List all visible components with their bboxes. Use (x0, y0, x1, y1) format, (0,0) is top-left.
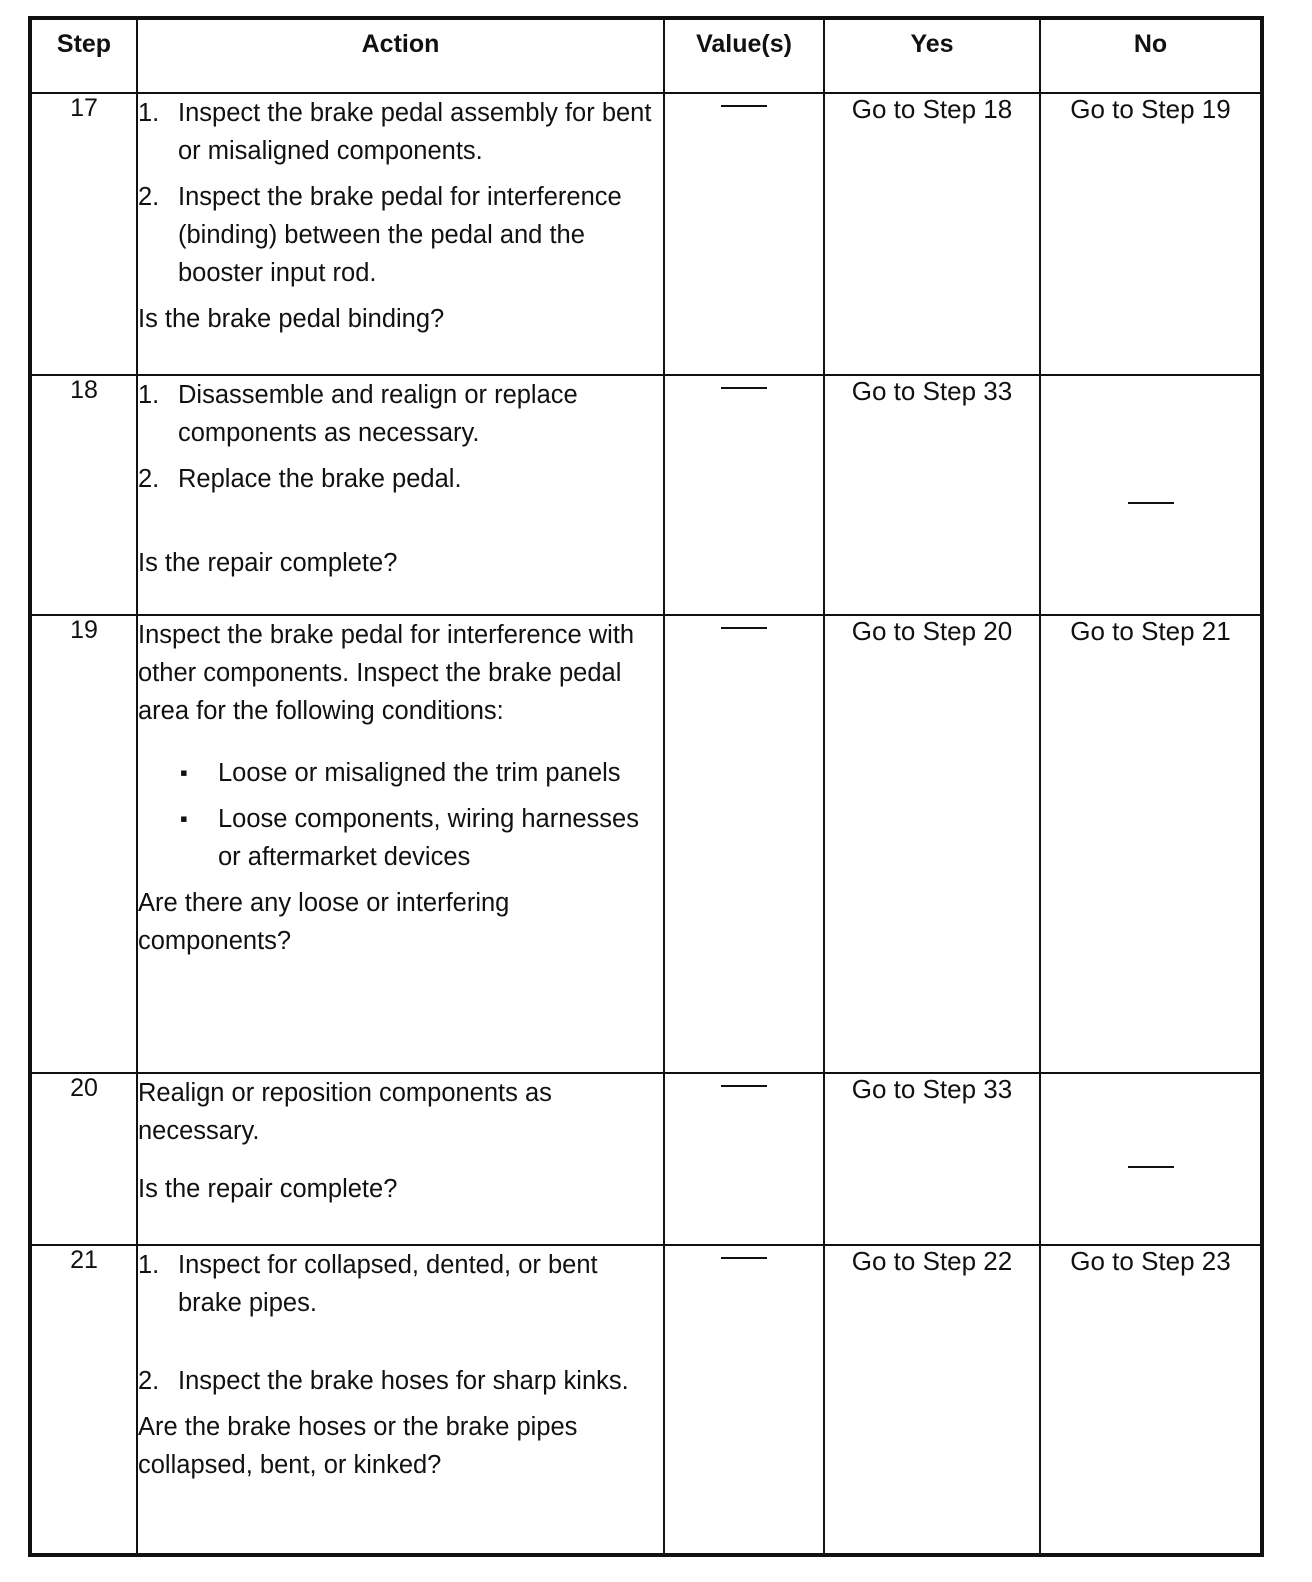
numbered-item: 2. Replace the brake pedal. (138, 465, 462, 493)
table-row (30, 1245, 1262, 1555)
empty-value-dash (721, 105, 767, 107)
diagnostic-table (28, 16, 1264, 1557)
table-row (30, 375, 1262, 615)
list-item: ▪ Loose components, wiring harnesses or aftermarket devices (180, 805, 639, 871)
no-cell: Go to Step 21 (1040, 615, 1262, 1073)
empty-value-dash (721, 387, 767, 389)
step-number: 19 (30, 615, 137, 1073)
no-cell (1040, 1073, 1262, 1245)
empty-value-dash (721, 1085, 767, 1087)
empty-value-dash (721, 627, 767, 629)
empty-value-dash (721, 1257, 767, 1259)
no-cell: Go to Step 19 (1040, 93, 1262, 375)
question-text: Are the brake hoses or the brake pipes collapsed, bent, or kinked? (138, 1413, 578, 1479)
intro-text: Realign or reposition components as necessary. (138, 1079, 552, 1145)
step-number: 17 (30, 93, 137, 375)
numbered-item: 2. Inspect the brake hoses for sharp kinks. (138, 1367, 629, 1395)
header-row (30, 18, 1262, 93)
action-cell (137, 375, 664, 615)
step-number: 21 (30, 1245, 137, 1555)
empty-value-dash (1128, 1166, 1174, 1168)
numbered-item: 1. Inspect for collapsed, dented, or bent brake pipes. (138, 1251, 598, 1317)
header-yes: Yes (824, 18, 1040, 93)
empty-value-dash (1128, 502, 1174, 504)
yes-cell: Go to Step 22 (824, 1245, 1040, 1555)
question-text: Are there any loose or interfering components? (138, 889, 510, 955)
numbered-item: 2. Inspect the brake pedal for interference (binding) between the pedal and the booster input rod. (138, 183, 622, 287)
header-step: Step (30, 18, 137, 93)
yes-cell: Go to Step 33 (824, 375, 1040, 615)
action-cell (137, 1073, 664, 1245)
table-row (30, 615, 1262, 1073)
question-text: Is the repair complete? (138, 1175, 398, 1203)
question-text: Is the repair complete? (138, 549, 398, 577)
no-cell (1040, 375, 1262, 615)
list-item: ▪ Loose or misaligned the trim panels (180, 759, 621, 787)
yes-cell: Go to Step 18 (824, 93, 1040, 375)
numbered-item: 1. Inspect the brake pedal assembly for bent or misaligned components. (138, 99, 652, 165)
value-cell (664, 375, 824, 615)
step-number: 18 (30, 375, 137, 615)
header-action: Action (137, 18, 664, 93)
intro-text: Inspect the brake pedal for interference with other components. Inspect the brake pedal area for the following conditions: (138, 621, 635, 725)
value-cell (664, 1073, 824, 1245)
table-row (30, 1073, 1262, 1245)
action-cell (137, 1245, 664, 1555)
yes-cell: Go to Step 33 (824, 1073, 1040, 1245)
no-cell: Go to Step 23 (1040, 1245, 1262, 1555)
header-values: Value(s) (664, 18, 824, 93)
step-number: 20 (30, 1073, 137, 1245)
yes-cell: Go to Step 20 (824, 615, 1040, 1073)
bullet-list (138, 754, 663, 876)
value-cell (664, 93, 824, 375)
value-cell (664, 1245, 824, 1555)
numbered-item: 1. Disassemble and realign or replace components as necessary. (138, 381, 578, 447)
table-row (30, 93, 1262, 375)
header-no: No (1040, 18, 1262, 93)
question-text: Is the brake pedal binding? (138, 305, 445, 333)
value-cell (664, 615, 824, 1073)
action-cell (137, 93, 664, 375)
action-cell (137, 615, 664, 1073)
